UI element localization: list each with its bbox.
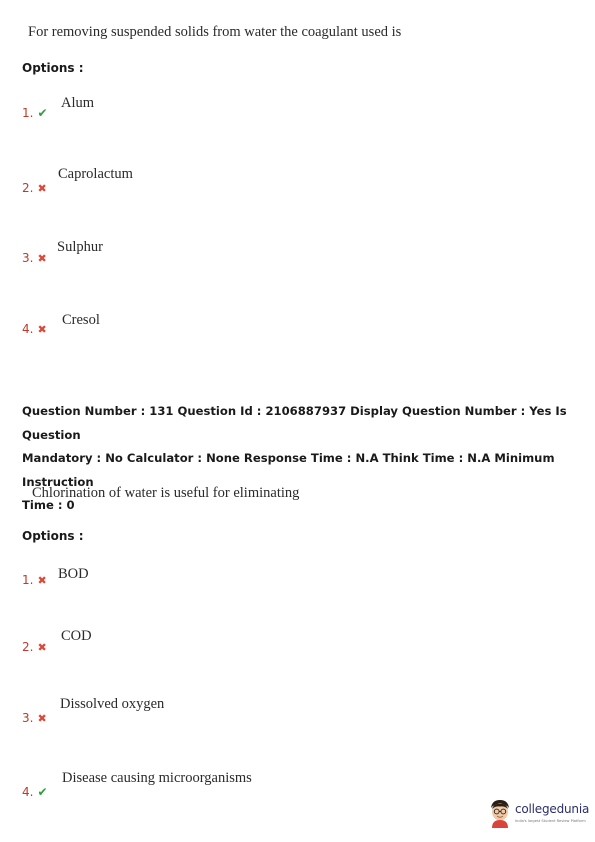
option-number: 3. ✖ [22, 711, 47, 725]
cross-icon: ✖ [37, 252, 47, 265]
option-number: 1. ✖ [22, 573, 47, 587]
logo-wordmark: collegedunia [515, 802, 590, 816]
metadata-line: Time : 0 [22, 498, 75, 512]
metadata-line: Mandatory : No Calculator : None Response Time : N.A Think Time : N.A Minimum Instruction [22, 451, 555, 489]
option-text: COD [61, 628, 92, 644]
cross-icon: ✖ [37, 182, 47, 195]
option-number: 4. ✖ [22, 322, 47, 336]
option-text: BOD [58, 566, 89, 582]
collegedunia-logo [488, 798, 588, 832]
question-text: Chlorination of water is useful for eliminating [32, 485, 300, 501]
option-number: 3. ✖ [22, 251, 47, 265]
logo-tagline: India's largest Student Review Platform [515, 819, 586, 823]
option-text: Alum [61, 95, 95, 111]
option-text: Dissolved oxygen [60, 696, 165, 712]
cross-icon: ✖ [37, 574, 47, 587]
option-text: Cresol [62, 312, 100, 328]
option-text: Caprolactum [58, 166, 133, 182]
metadata-line: Question Number : 131 Question Id : 2106887937 Display Question Number : Yes Is Question [22, 404, 567, 442]
option-number: 1. ✔ [22, 106, 48, 120]
option-number: 2. ✖ [22, 181, 47, 195]
cross-icon: ✖ [37, 323, 47, 336]
cross-icon: ✖ [37, 712, 47, 725]
cross-icon: ✖ [37, 641, 47, 654]
question-text: For removing suspended solids from water the coagulant used is [28, 24, 402, 40]
check-icon: ✔ [37, 106, 48, 120]
check-icon: ✔ [37, 785, 48, 799]
option-number: 2. ✖ [22, 640, 47, 654]
option-text: Sulphur [57, 239, 103, 255]
options-label: Options : [22, 529, 84, 543]
options-label: Options : [22, 61, 84, 75]
option-text: Disease causing microorganisms [62, 770, 252, 786]
option-number: 4. ✔ [22, 785, 48, 799]
student-mascot-icon [488, 798, 512, 828]
